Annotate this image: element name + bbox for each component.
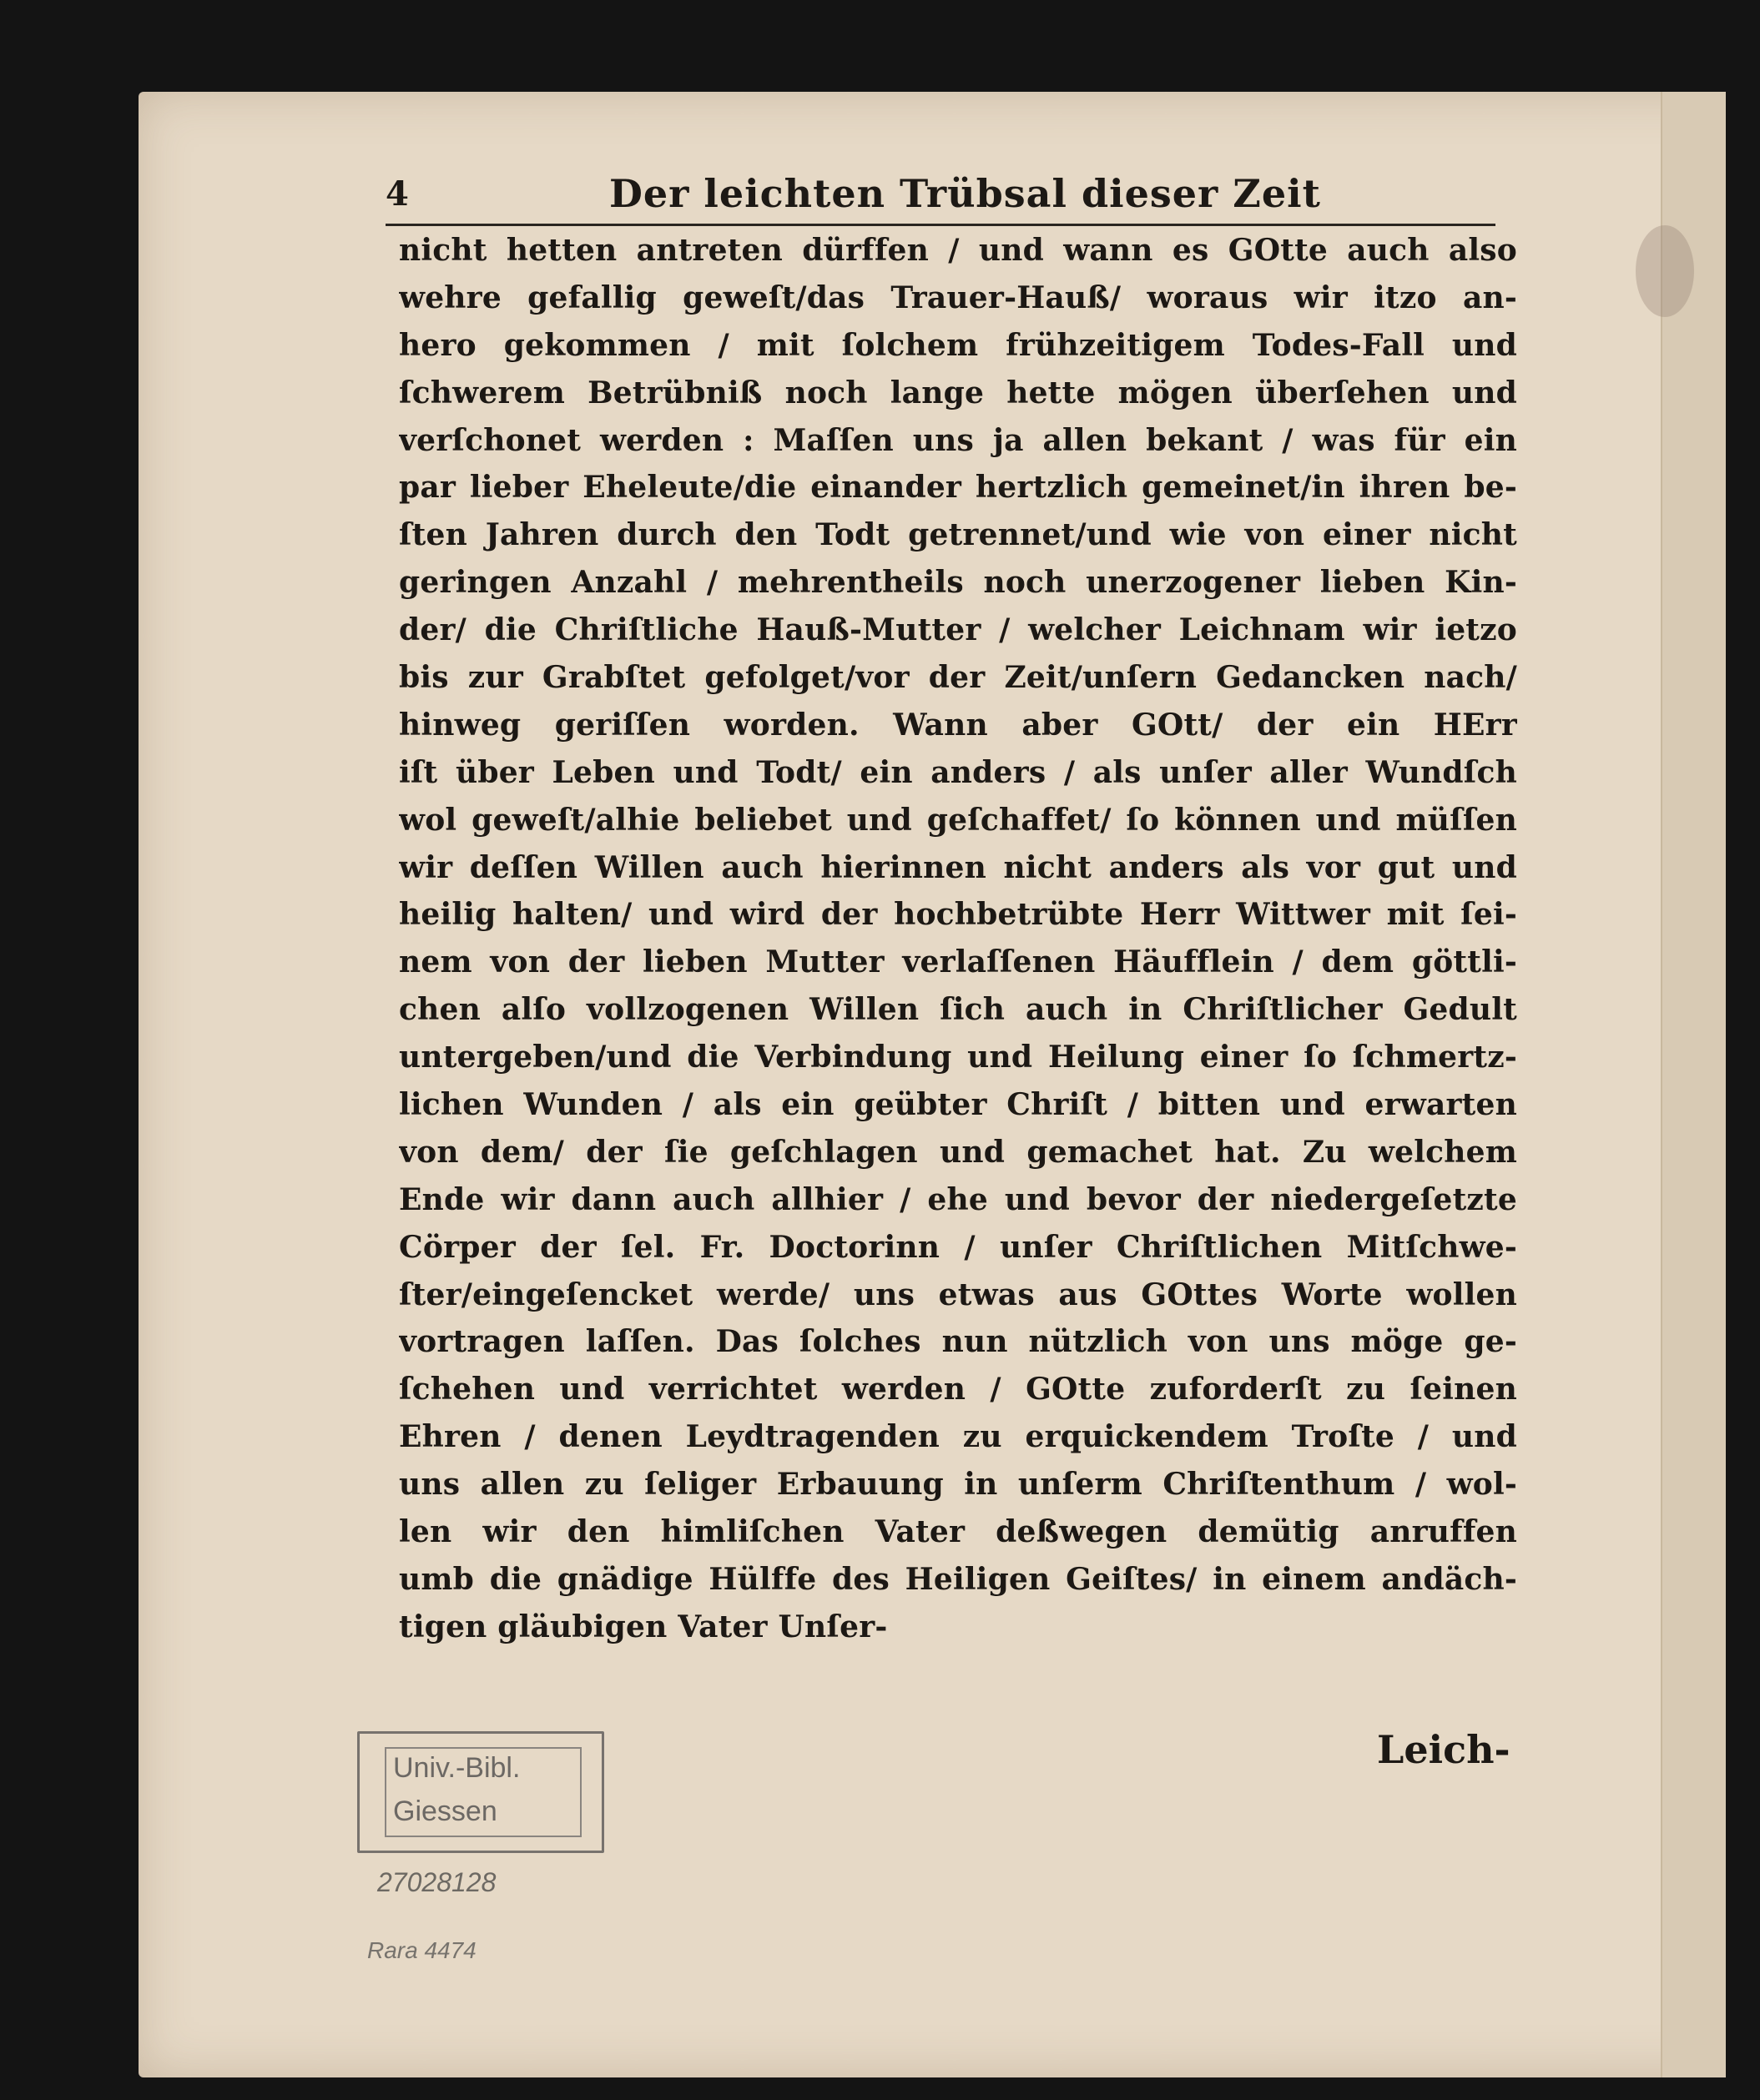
handwritten-note: Rara 4474 [367, 1937, 477, 1963]
stamp-line-library: Univ.-Bibl. [393, 1752, 521, 1784]
text-line: wehre gefallig geweſt/das Trauer-Hauß/ woraus wir itzo an- [399, 279, 1517, 315]
stamp-line-city: Giessen [393, 1795, 497, 1827]
text-line: vortragen laſſen. Das ſolches nun nützlich von uns möge ge- [399, 1324, 1517, 1360]
text-line: len wir den himliſchen Vater deßwegen demütig anruffen [399, 1514, 1517, 1550]
text-line: heilig halten/ und wird der hochbetrübte Herr Wittwer mit ſei- [399, 897, 1517, 933]
text-line: verſchonet werden : Maſſen uns ja allen bekant / was für ein [399, 422, 1517, 458]
library-stamp [357, 1731, 604, 1853]
text-line: par lieber Eheleute/die einander hertzlich gemeinet/in ihren be- [399, 470, 1517, 506]
text-line: Ende wir dann auch allhier / ehe und bevor der niedergeſetzte [399, 1181, 1517, 1217]
text-line: bis zur Grabſtet gefolget/vor der Zeit/unſern Gedancken nach/ [399, 660, 1517, 696]
page-header [386, 171, 1495, 229]
header-rule [386, 224, 1495, 226]
text-line: iſt über Leben und Todt/ ein anders / als unſer aller Wundſch [399, 754, 1517, 790]
text-line: der/ die Chriſtliche Hauß-Mutter / welcher Leichnam wir ietzo [399, 612, 1517, 648]
text-line: hero gekommen / mit ſolchem frühzeitigem Todes-Fall und [399, 327, 1517, 363]
text-line: ſter/eingeſencket werde/ uns etwas aus GOttes Worte wollen [399, 1277, 1517, 1312]
shelfmark: 27028128 [377, 1867, 497, 1897]
text-line: wir deſſen Willen auch hierinnen nicht anders als vor gut und [399, 849, 1517, 885]
paper-stain [1636, 225, 1694, 317]
text-line: wol geweſt/alhie beliebet und geſchaffet/ ſo können und müſſen [399, 802, 1517, 838]
text-line: ſchwerem Betrübniß noch lange hette mögen überſehen und [399, 375, 1517, 410]
text-line: Ehren / denen Leydtragenden zu erquickendem Troſte / und [399, 1419, 1517, 1455]
text-line: geringen Anzahl / mehrentheils noch unerzogener lieben Kin- [399, 565, 1517, 601]
text-line: ſten Jahren durch den Todt getrennet/und wie von einer nicht [399, 517, 1517, 553]
text-line: untergeben/und die Verbindung und Heilung einer ſo ſchmertz- [399, 1040, 1517, 1075]
page-number: 4 [386, 174, 409, 214]
text-line: Cörper der ſel. Fr. Doctorinn / unſer Chriſtlichen Mitſchwe- [399, 1229, 1517, 1265]
running-title: Der leichten Trübsal dieser Zeit [609, 171, 1321, 216]
text-line: chen alſo vollzogenen Willen ſich auch in Chriſtlicher Gedult [399, 992, 1517, 1028]
text-line: umb die gnädige Hülffe des Heiligen Geiſtes/ in einem andäch- [399, 1561, 1517, 1597]
text-line: nicht hetten antreten dürffen / und wann es GOtte auch also [399, 233, 1517, 268]
text-line: tigen gläubigen Vater Unſer- [399, 1609, 888, 1644]
text-line: hinweg geriſſen worden. Wann aber GOtt/ der ein HErr [399, 707, 1517, 743]
body-text [399, 227, 1517, 1651]
text-line: lichen Wunden / als ein geübter Chriſt / bitten und erwarten [399, 1087, 1517, 1123]
text-line: von dem/ der ſie geſchlagen und gemachet hat. Zu welchem [399, 1134, 1517, 1170]
text-line: uns allen zu ſeliger Erbauung in unſerm Chriſtenthum / wol- [399, 1467, 1517, 1503]
text-line: ſchehen und verrichtet werden / GOtte zuforderſt zu ſeinen [399, 1372, 1517, 1408]
catchword: Leich- [1377, 1727, 1510, 1772]
facing-page-edge [1661, 92, 1726, 2077]
text-line: nem von der lieben Mutter verlaſſenen Häufflein / dem göttli- [399, 944, 1517, 980]
